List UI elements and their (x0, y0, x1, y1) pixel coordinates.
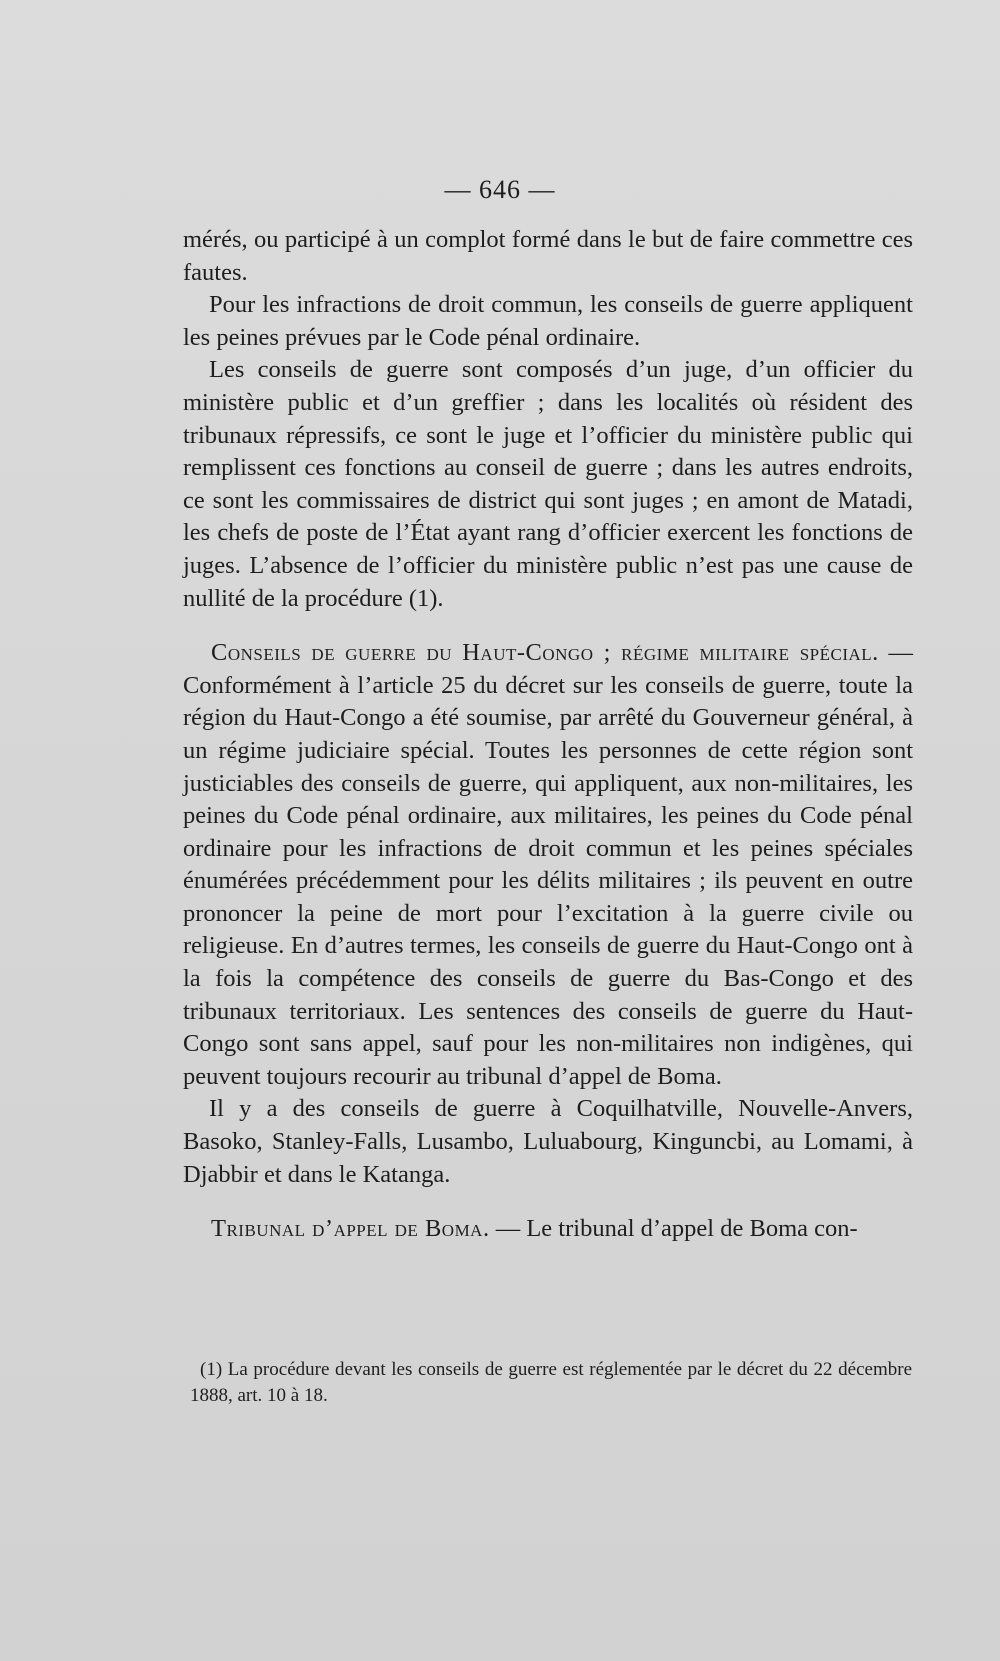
section-dash: — (878, 639, 913, 667)
section-heading-tribunal-appel: Tribunal d’appel de Boma. (211, 1215, 490, 1243)
paragraph-locations: Il y a des conseils de guerre à Coquilhatville, Nouvelle-Anvers, Basoko, Stanley-Falls, Lusambo, Luluabourg, Kinguncbi, au Lomami, à Djabbir et dans le Katanga. (183, 1095, 913, 1188)
section-dash: — (489, 1215, 527, 1243)
paragraph-continuation: mérés, ou participé à un complot formé dans le but de faire commettre ces fautes. (183, 226, 913, 286)
section-tribunal-appel (183, 1213, 913, 1246)
section-heading-haut-congo: Conseils de guerre du Haut-Congo ; régime militaire spécial. (211, 639, 879, 667)
section-text-haut-congo: Conformément à l’article 25 du décret sur les conseils de guerre, toute la région du Haut-Congo a été soumise, par arrêté du Gouverneur général, à un régime judiciaire spécial. Toutes les personnes de cette région sont justiciables des conseils de guerre, qui appliquent, aux non-militaires, les peines du Code pénal ordinaire, aux militaires, les peines du Code pénal ordinaire pour les infractions de droit commun et les peines spéciales énumérées précédemment pour les délits militaires ; ils peuvent en outre prononcer la peine de mort pour l’excitation à la guerre civile ou religieuse. En d’autres termes, les conseils de guerre du Haut-Congo ont à la fois la compétence des conseils de guerre du Bas-Congo et des tribunaux territoriaux. Les sentences des conseils de guerre du Haut-Congo sont sans appel, sauf pour les non-militaires non indigènes, qui peuvent toujours recourir au tribunal d’appel de Boma. (183, 671, 913, 1090)
section-text-tribunal-appel: Le tribunal d’appel de Boma con- (526, 1215, 858, 1243)
footnotes (190, 1357, 912, 1409)
paragraph-composition: Les conseils de guerre sont composés d’un juge, d’un officier du ministère public et d’un greffier ; dans les localités où résident des tribunaux répressifs, ce sont le juge et l’officier du ministère public qui remplissent ces fonctions au conseil de guerre ; dans les autres endroits, ce sont les commissaires de district qui sont juges ; en amont de Matadi, les chefs de poste de l’État ayant rang d’officier exercent les fonctions de juges. L’absence de l’officier du ministère public n’est pas une cause de nullité de la procédure (1). (183, 356, 913, 612)
footnote-1: (1) La procédure devant les conseils de guerre est réglementée par le décret du 22 décembre 1888, art. 10 à 18. (190, 1359, 912, 1406)
body-text (183, 224, 913, 1246)
section-haut-congo (183, 637, 913, 1093)
page-number: — 646 — (444, 175, 556, 204)
paragraph-droit-commun: Pour les infractions de droit commun, les conseils de guerre appliquent les peines prévues par le Code pénal ordinaire. (183, 291, 913, 351)
